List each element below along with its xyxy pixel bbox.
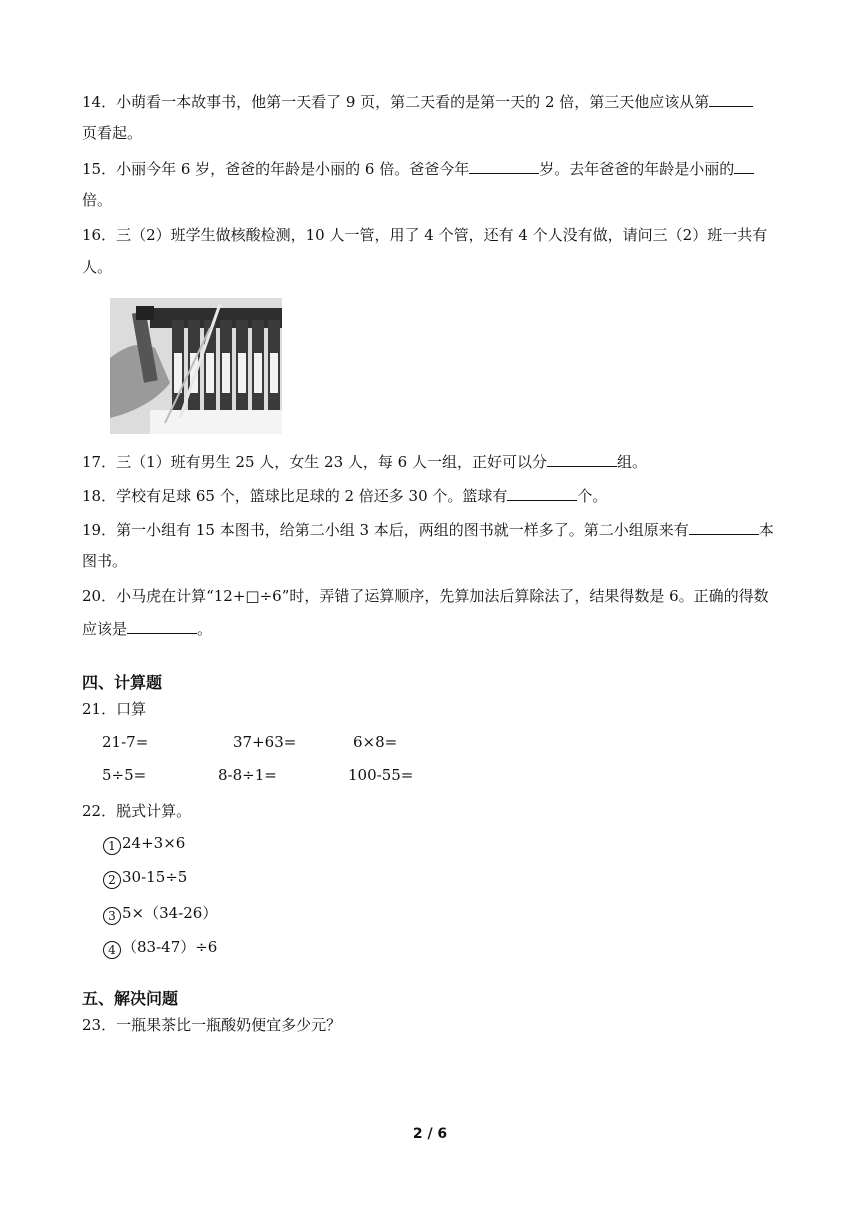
question-15-text-b: 岁。去年爸爸的年龄是小丽的 <box>539 160 735 178</box>
question-17 <box>82 450 647 473</box>
question-20: 20．小马虎在计算“12+□÷6”时，弄错了运算顺序，先算加法后算除法了，结果得数是 6。正确的得数 <box>82 587 769 605</box>
question-18-text-a: 18．学校有足球 65 个，篮球比足球的 2 倍还多 30 个。篮球有 <box>82 487 508 505</box>
oral-calc-item: 6×8= <box>353 733 398 751</box>
oral-calc-item: 5÷5= <box>102 766 147 784</box>
question-15-cont: 倍。 <box>82 191 113 209</box>
step-calc-expr: 5×（34-26） <box>122 904 218 922</box>
question-18-text-b: 个。 <box>577 487 608 505</box>
oral-calc-item: 100-55= <box>348 766 414 784</box>
test-tube-photo <box>110 298 282 434</box>
step-calc-expr: 24+3×6 <box>122 834 186 852</box>
step-calc-item <box>103 834 185 855</box>
question-14-text: 14．小萌看一本故事书，他第一天看了 9 页，第二天看的是第一天的 2 倍，第三天他应该从第 <box>82 93 710 111</box>
question-18 <box>82 484 607 507</box>
step-calc-item <box>103 902 217 925</box>
oral-calc-item: 8-8÷1= <box>218 766 277 784</box>
circled-number: 2 <box>103 871 121 889</box>
question-22-label: 22．脱式计算。 <box>82 802 192 820</box>
step-calc-expr: （83-47）÷6 <box>122 938 218 956</box>
answer-blank[interactable] <box>127 617 197 634</box>
answer-blank[interactable] <box>507 484 577 501</box>
answer-blank[interactable] <box>689 518 759 535</box>
question-16-cont: 人。 <box>82 258 113 276</box>
circled-number: 3 <box>103 907 121 925</box>
answer-blank[interactable] <box>547 450 617 467</box>
answer-blank[interactable] <box>469 157 539 174</box>
section-heading-calc: 四、计算题 <box>82 673 163 692</box>
question-14 <box>82 90 753 113</box>
answer-blank[interactable] <box>734 157 754 174</box>
question-19 <box>82 518 774 541</box>
question-16: 16．三（2）班学生做核酸检测，10 人一管，用了 4 个管，还有 4 个人没有做，请问三（2）班一共有 <box>82 226 768 244</box>
step-calc-item <box>103 868 187 889</box>
oral-calc-item: 21-7= <box>102 733 149 751</box>
question-21-label: 21．口算 <box>82 700 147 718</box>
question-17-text-a: 17．三（1）班有男生 25 人，女生 23 人，每 6 人一组，正好可以分 <box>82 453 547 471</box>
page-number: 2 / 6 <box>412 1126 448 1142</box>
question-19-cont: 图书。 <box>82 552 128 570</box>
question-23: 23．一瓶果茶比一瓶酸奶便宜多少元？ <box>82 1016 342 1034</box>
question-15-text-a: 15．小丽今年 6 岁，爸爸的年龄是小丽的 6 倍。爸爸今年 <box>82 160 470 178</box>
step-calc-item <box>103 936 217 959</box>
answer-blank[interactable] <box>709 90 753 107</box>
question-20-text-a: 应该是 <box>82 620 128 638</box>
question-19-text-b: 本 <box>758 521 774 539</box>
question-20-cont <box>82 617 212 640</box>
question-19-text-a: 19．第一小组有 15 本图书，给第二小组 3 本后，两组的图书就一样多了。第二小组原来有 <box>82 521 689 539</box>
question-15 <box>82 157 754 180</box>
circled-number: 1 <box>103 837 121 855</box>
question-14-cont: 页看起。 <box>82 124 143 142</box>
oral-calc-item: 37+63= <box>233 733 297 751</box>
question-17-text-b: 组。 <box>616 453 647 471</box>
circled-number: 4 <box>103 941 121 959</box>
section-heading-problems: 五、解决问题 <box>82 989 179 1008</box>
question-20-text-b: 。 <box>197 620 213 638</box>
step-calc-expr: 30-15÷5 <box>122 868 188 886</box>
